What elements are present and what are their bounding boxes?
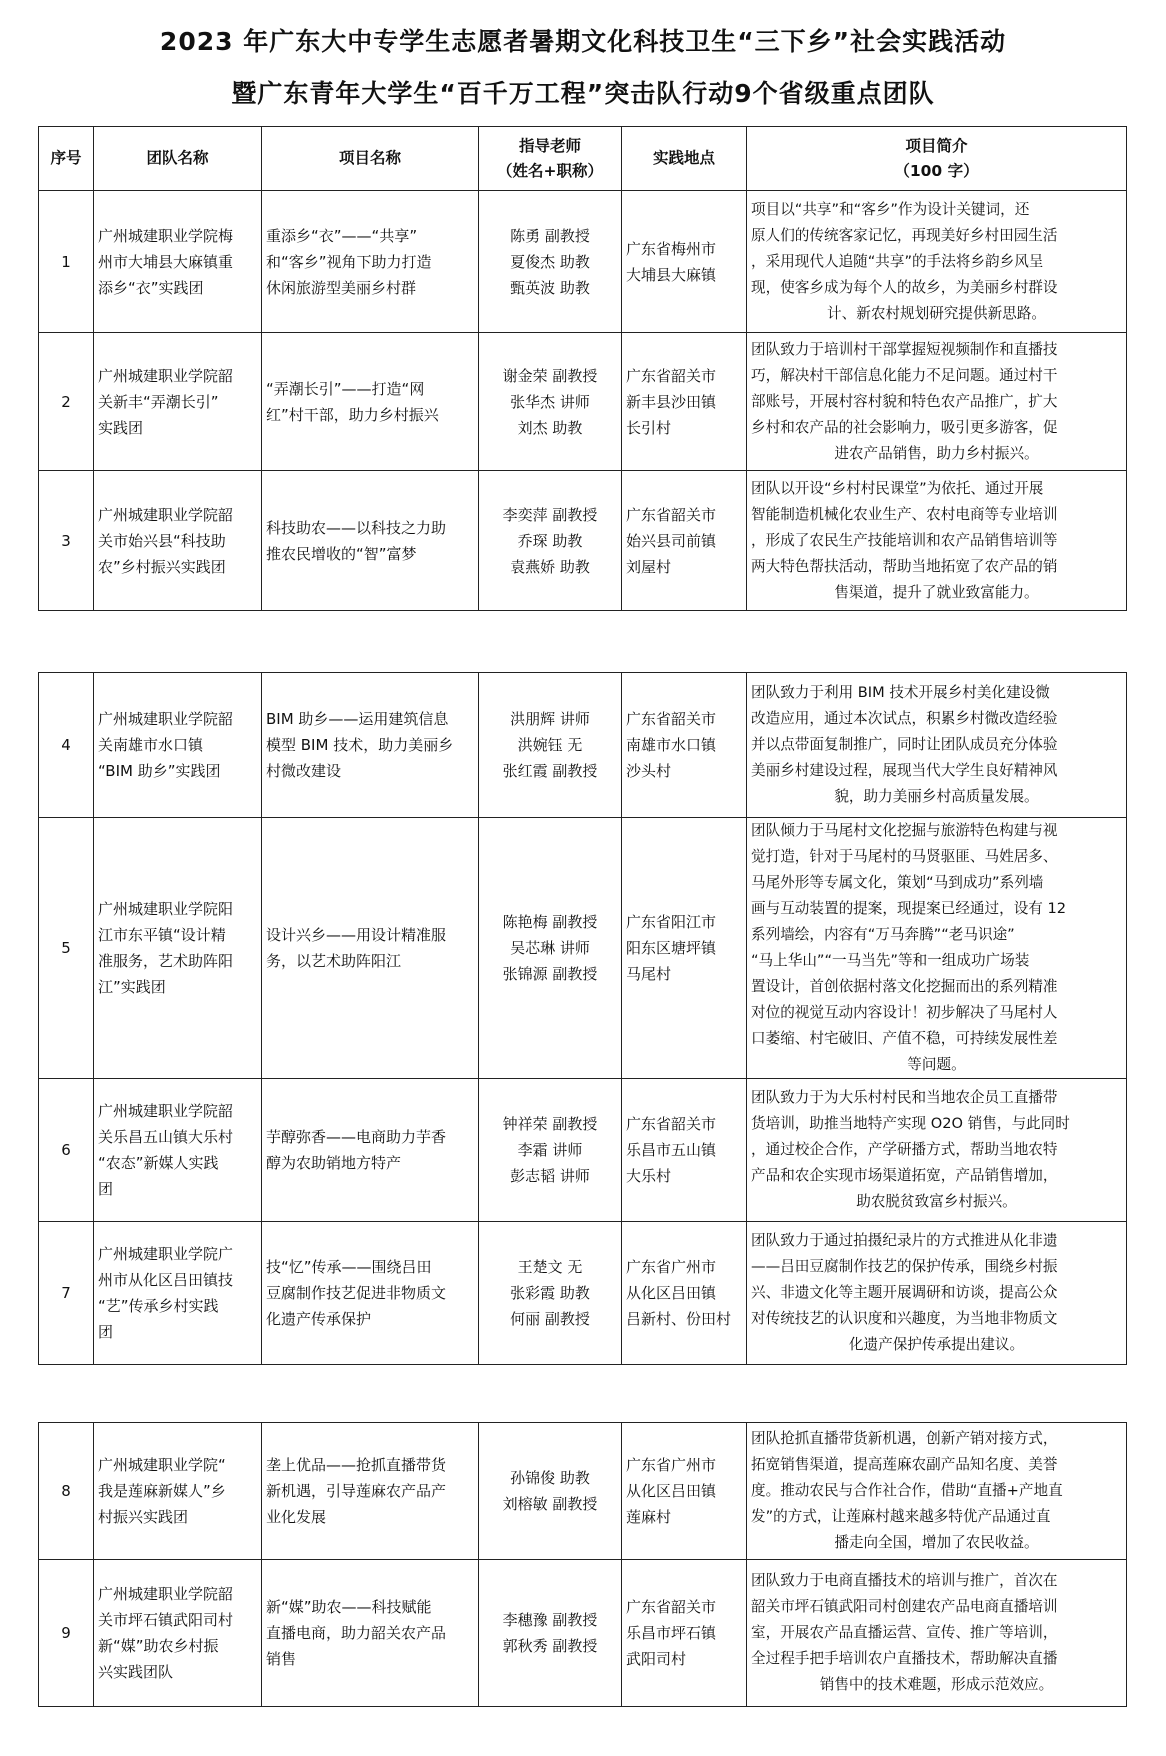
intro-line: ——吕田豆腐制作技艺的保护传承，围绕乡村振 — [751, 1258, 1058, 1275]
teacher-line: 王楚文 无 — [517, 1258, 583, 1276]
teachers-cell — [479, 191, 622, 333]
intro-line: 团队致力于培训村干部掌握短视频制作和直播技 — [751, 340, 1058, 358]
row-number: 3 — [39, 471, 94, 611]
intro-line: 团队抢抓直播带货新机遇，创新产销对接方式， — [751, 1430, 1058, 1447]
teacher-line: 张锦源 副教授 — [502, 965, 598, 983]
intro-line: ，通过校企合作，产学研播方式，帮助当地农特 — [751, 1141, 1058, 1158]
intro-line: 并以点带面复制推广，同时让团队成员充分体验 — [751, 736, 1058, 753]
teachers-cell — [479, 333, 622, 471]
row-number: 7 — [39, 1222, 94, 1365]
intro-line: 对位的视觉互动内容设计！初步解决了马尾村人 — [751, 1004, 1058, 1021]
row-number: 4 — [39, 673, 94, 818]
intro-line: 置设计，首创依据村落文化挖掘而出的系列精准 — [751, 978, 1058, 995]
project-name-line: 推农民增收的“智”富梦 — [266, 544, 417, 563]
teacher-line: 钟祥荣 副教授 — [502, 1115, 598, 1133]
teachers-cell — [479, 1560, 622, 1707]
team-name-line: 村振兴实践团 — [98, 1508, 189, 1526]
teacher-line: 夏俊杰 助教 — [510, 252, 590, 271]
project-name-line: 红”村干部，助力乡村振兴 — [266, 405, 439, 424]
intro-line: 系列墙绘，内容有“万马奔腾”“老马识途” — [751, 926, 1015, 943]
row-number: 6 — [39, 1079, 94, 1222]
teachers-cell — [479, 1079, 622, 1222]
intro-line: 团队致力于利用 BIM 技术开展乡村美化建设微 — [751, 684, 1050, 701]
project-intro-cell — [747, 818, 1127, 1079]
header-teacher-line2: （姓名+职称） — [497, 161, 603, 180]
location-cell — [622, 818, 747, 1079]
team-name-line: 新“媒”助农乡村振 — [98, 1637, 219, 1655]
intro-line: 发”的方式，让莲麻村越来越多特优产品通过直 — [751, 1508, 1051, 1525]
team-name-cell — [94, 471, 262, 611]
row-number: 9 — [39, 1560, 94, 1707]
team-name-line: 广州城建职业学院韶 — [98, 710, 234, 728]
team-name-line: 广州城建职业学院梅 — [98, 226, 234, 245]
teacher-line: 孙锦俊 助教 — [510, 1469, 590, 1487]
teacher-line: 乔琛 助教 — [517, 531, 583, 550]
page-title-line1: 2023 年广东大中专学生志愿者暑期文化科技卫生“三下乡”社会实践活动 — [159, 27, 1007, 56]
location-line: 马尾村 — [626, 965, 672, 983]
intro-line: 播走向全国，增加了农民收益。 — [834, 1534, 1039, 1551]
intro-line: 项目以“共享”和“客乡”作为设计关键词，还 — [751, 200, 1030, 218]
team-name-cell — [94, 673, 262, 818]
project-name-line: 重添乡“衣”——“共享” — [266, 226, 418, 245]
intro-line: 拓宽销售渠道，提高莲麻农副产品知名度、美誉 — [751, 1456, 1058, 1473]
table-row — [39, 818, 1127, 1079]
project-intro-cell — [747, 673, 1127, 818]
row-number: 1 — [39, 191, 94, 333]
team-name-line: 关新丰“弄潮长引” — [98, 392, 219, 411]
location-cell — [622, 1079, 747, 1222]
project-name-line: 直播电商，助力韶关农产品 — [266, 1624, 447, 1642]
teacher-line: 李霜 讲师 — [517, 1141, 583, 1159]
location-line: 长引村 — [626, 418, 672, 437]
location-line: 广东省广州市 — [626, 1258, 717, 1276]
team-name-line: 关南雄市水口镇 — [98, 736, 204, 754]
location-line: 广东省阳江市 — [626, 913, 717, 931]
location-line: 大乐村 — [626, 1167, 672, 1185]
location-line: 吕新村、份田村 — [626, 1310, 732, 1328]
team-name-line: 实践团 — [98, 418, 144, 437]
teacher-line: 张华杰 讲师 — [510, 392, 590, 411]
location-line: 从化区吕田镇 — [626, 1284, 717, 1302]
team-name-line: 州市大埔县大麻镇重 — [98, 252, 234, 271]
table-row — [39, 1079, 1127, 1222]
intro-line: 室，开展农产品直播运营、宣传、推广等培训， — [751, 1624, 1058, 1641]
project-intro-cell — [747, 1079, 1127, 1222]
project-name-line: 销售 — [266, 1650, 297, 1668]
team-name-line: 广州城建职业学院“ — [98, 1456, 226, 1474]
project-name-line: 豆腐制作技艺促进非物质文 — [266, 1284, 447, 1302]
team-name-cell — [94, 1079, 262, 1222]
project-name-line: 新“媒”助农——科技赋能 — [266, 1598, 432, 1616]
intro-line: 团队致力于通过拍摄纪录片的方式推进从化非遗 — [751, 1232, 1058, 1249]
header-teacher-line1: 指导老师 — [518, 136, 581, 155]
teams-table-section-3 — [38, 1422, 1127, 1707]
table-row — [39, 471, 1127, 611]
teams-table-section-2 — [38, 672, 1127, 1365]
row-number: 8 — [39, 1423, 94, 1560]
intro-line: 全过程手把手培训农户直播技术，帮助解决直播 — [751, 1650, 1058, 1667]
table-header-row — [39, 127, 1127, 191]
intro-line: 原人们的传统客家记忆，再现美好乡村田园生活 — [751, 226, 1058, 244]
intro-line: “马上华山”“一马当先”等和一组成功广场装 — [751, 952, 1030, 969]
project-name-line: 模型 BIM 技术，助力美丽乡 — [266, 736, 454, 754]
location-line: 乐昌市五山镇 — [626, 1141, 717, 1159]
intro-line: ，采用现代人追随“共享”的手法将乡韵乡风呈 — [751, 252, 1044, 270]
location-line: 广东省韶关市 — [626, 1598, 717, 1616]
team-name-cell — [94, 191, 262, 333]
intro-line: 化遗产保护传承提出建议。 — [848, 1336, 1025, 1353]
project-name-line: 业化发展 — [266, 1508, 327, 1526]
project-name-line: 和“客乡”视角下助力打造 — [266, 252, 432, 271]
header-intro — [747, 127, 1127, 191]
location-cell — [622, 333, 747, 471]
location-line: 阳东区塘坪镇 — [626, 939, 717, 957]
intro-line: 兴、非遗文化等主题开展调研和访谈，提高公众 — [751, 1284, 1058, 1301]
intro-line: 产品和农企实现市场渠道拓宽，产品销售增加， — [751, 1167, 1058, 1184]
project-name-line: 科技助农——以科技之力助 — [266, 518, 447, 537]
teacher-line: 张红霞 副教授 — [502, 762, 598, 780]
team-name-cell — [94, 1222, 262, 1365]
intro-line: 乡村和农产品的社会影响力，吸引更多游客，促 — [751, 418, 1058, 436]
project-name-line: 醇为农助销地方特产 — [266, 1154, 402, 1172]
team-name-line: 广州城建职业学院韶 — [98, 1102, 234, 1120]
project-name-cell — [262, 1423, 479, 1560]
location-cell — [622, 1423, 747, 1560]
intro-line: 口萎缩、村宅破旧、产值不稳，可持续发展性差 — [751, 1030, 1058, 1047]
intro-line: 销售中的技术难题，形成示范效应。 — [819, 1676, 1054, 1693]
intro-line: 度。推动农民与合作社合作，借助“直播+产地直 — [751, 1482, 1063, 1499]
location-line: 沙头村 — [626, 762, 672, 780]
teams-table-section-1 — [38, 126, 1127, 611]
location-line: 广东省韶关市 — [626, 710, 717, 728]
intro-line: 等问题。 — [907, 1056, 966, 1073]
intro-line: 团队致力于为大乐村村民和当地农企员工直播带 — [751, 1089, 1058, 1106]
project-name-line: BIM 助乡——运用建筑信息 — [266, 710, 449, 728]
intro-line: 现，使客乡成为每个人的故乡，为美丽乡村群设 — [751, 278, 1058, 296]
project-name-line: 设计兴乡——用设计精准服 — [266, 926, 447, 944]
team-name-line: 团 — [98, 1323, 114, 1341]
teacher-line: 陈艳梅 副教授 — [502, 913, 598, 931]
project-name-line: 芋醇弥香——电商助力芋香 — [266, 1128, 447, 1146]
header-intro-line2: （100 字） — [894, 161, 979, 180]
intro-line: ，形成了农民生产技能培训和农产品销售培训等 — [751, 531, 1058, 549]
team-name-line: 添乡“衣”实践团 — [98, 278, 204, 297]
team-name-line: 我是莲麻新媒人”乡 — [98, 1482, 226, 1500]
team-name-line: 州市从化区吕田镇技 — [98, 1271, 234, 1289]
location-cell — [622, 1560, 747, 1707]
team-name-line: 江”实践团 — [98, 978, 166, 996]
teacher-line: 袁燕娇 助教 — [510, 557, 590, 576]
location-line: 广东省韶关市 — [626, 1115, 717, 1133]
team-name-cell — [94, 1423, 262, 1560]
project-name-cell — [262, 1079, 479, 1222]
project-name-line: 休闲旅游型美丽乡村群 — [266, 278, 417, 297]
intro-line: 对传统技艺的认识度和兴趣度，为当地非物质文 — [751, 1310, 1058, 1327]
project-name-cell — [262, 191, 479, 333]
teacher-line: 洪朋辉 讲师 — [510, 710, 590, 728]
table-row — [39, 1560, 1127, 1707]
project-intro-cell — [747, 1560, 1127, 1707]
table-row — [39, 1423, 1127, 1560]
teacher-line: 张彩霞 助教 — [510, 1284, 590, 1302]
location-line: 大埔县大麻镇 — [626, 265, 717, 284]
teacher-line: 郭秋秀 副教授 — [502, 1637, 598, 1655]
teachers-cell — [479, 1423, 622, 1560]
project-name-cell — [262, 673, 479, 818]
teacher-line: 甄英波 助教 — [510, 278, 590, 297]
team-name-line: 广州城建职业学院阳 — [98, 900, 234, 918]
location-cell — [622, 1222, 747, 1365]
intro-line: 韶关市坪石镇武阳司村创建农产品电商直播培训 — [751, 1598, 1058, 1615]
location-line: 新丰县沙田镇 — [626, 392, 717, 411]
intro-line: 团队致力于电商直播技术的培训与推广，首次在 — [751, 1572, 1058, 1589]
teacher-line: 李奕萍 副教授 — [502, 505, 598, 524]
teacher-line: 刘榕敏 副教授 — [502, 1495, 598, 1513]
row-number: 5 — [39, 818, 94, 1079]
row-number: 2 — [39, 333, 94, 471]
location-cell — [622, 673, 747, 818]
team-name-line: “艺”传承乡村实践 — [98, 1297, 219, 1315]
team-name-line: 江市东平镇“设计精 — [98, 926, 226, 944]
teachers-cell — [479, 673, 622, 818]
location-line: 从化区吕田镇 — [626, 1482, 717, 1500]
project-name-line: 垄上优品——抢抓直播带货 — [266, 1456, 447, 1474]
project-name-cell — [262, 818, 479, 1079]
teacher-line: 彭志韬 讲师 — [510, 1167, 590, 1185]
header-teacher — [479, 127, 622, 191]
team-name-line: 关市坪石镇武阳司村 — [98, 1611, 234, 1629]
location-cell — [622, 191, 747, 333]
teacher-line: 洪婉钰 无 — [517, 736, 583, 754]
team-name-line: 广州城建职业学院韶 — [98, 1585, 234, 1603]
intro-line: 智能制造机械化农业生产、农村电商等专业培训 — [751, 505, 1058, 523]
project-name-cell — [262, 471, 479, 611]
project-name-cell — [262, 333, 479, 471]
table-row — [39, 333, 1127, 471]
intro-line: 巧，解决村干部信息化能力不足问题。通过村干 — [751, 366, 1058, 384]
project-name-line: 技“忆”传承——围绕吕田 — [266, 1258, 432, 1276]
intro-line: 马尾外形等专属文化，策划“马到成功”系列墙 — [751, 874, 1044, 891]
intro-line: 团队以开设“乡村村民课堂”为依托、通过开展 — [751, 479, 1044, 497]
header-project: 项目名称 — [262, 127, 479, 191]
team-name-cell — [94, 333, 262, 471]
team-name-line: “BIM 助乡”实践团 — [98, 762, 221, 780]
header-intro-line1: 项目简介 — [905, 136, 968, 155]
header-team: 团队名称 — [94, 127, 262, 191]
intro-line: 助农脱贫致富乡村振兴。 — [856, 1193, 1017, 1210]
header-num: 序号 — [39, 127, 94, 191]
project-intro-cell — [747, 1222, 1127, 1365]
project-name-line: 化遗产传承保护 — [266, 1310, 372, 1328]
team-name-line: 广州城建职业学院韶 — [98, 366, 234, 385]
project-name-line: 新机遇，引导莲麻农产品产 — [266, 1482, 447, 1500]
location-line: 南雄市水口镇 — [626, 736, 717, 754]
team-name-line: 团 — [98, 1180, 114, 1198]
project-name-cell — [262, 1222, 479, 1365]
intro-line: 团队倾力于马尾村文化挖掘与旅游特色构建与视 — [751, 822, 1058, 839]
intro-line: 部账号，开展村容村貌和特色农产品推广，扩大 — [751, 392, 1058, 410]
table-row — [39, 1222, 1127, 1365]
location-cell — [622, 471, 747, 611]
intro-line: 货培训，助推当地特产实现 O2O 销售，与此同时 — [751, 1115, 1070, 1132]
intro-line: 觉打造，针对于马尾村的马贤驱匪、马姓居多、 — [751, 848, 1058, 865]
location-line: 刘屋村 — [626, 557, 672, 576]
intro-line: 两大特色帮扶活动，帮助当地拓宽了农产品的销 — [751, 557, 1058, 575]
header-place: 实践地点 — [622, 127, 747, 191]
table-row — [39, 673, 1127, 818]
project-name-cell — [262, 1560, 479, 1707]
team-name-cell — [94, 1560, 262, 1707]
intro-line: 美丽乡村建设过程，展现当代大学生良好精神风 — [751, 762, 1058, 779]
intro-line: 计、新农村规划研究提供新思路。 — [827, 304, 1046, 322]
project-intro-cell — [747, 471, 1127, 611]
location-line: 莲麻村 — [626, 1508, 672, 1526]
team-name-cell — [94, 818, 262, 1079]
location-line: 广东省广州市 — [626, 1456, 717, 1474]
team-name-line: 准服务，艺术助阵阳 — [98, 952, 234, 970]
location-line: 始兴县司前镇 — [626, 531, 717, 550]
intro-line: 改造应用，通过本次试点，积累乡村微改造经验 — [751, 710, 1058, 727]
team-name-line: 关乐昌五山镇大乐村 — [98, 1128, 234, 1146]
intro-line: 画与互动装置的提案，现提案已经通过，设有 12 — [751, 900, 1067, 917]
location-line: 广东省韶关市 — [626, 366, 717, 385]
project-name-line: 务，以艺术助阵阳江 — [266, 952, 402, 970]
teacher-line: 谢金荣 副教授 — [502, 366, 598, 385]
teachers-cell — [479, 471, 622, 611]
teacher-line: 吴芯琳 讲师 — [510, 939, 590, 957]
team-name-line: 兴实践团队 — [98, 1663, 174, 1681]
team-name-line: “农态”新媒人实践 — [98, 1154, 219, 1172]
project-name-line: “弄潮长引”——打造“网 — [266, 379, 425, 398]
team-name-line: 农”乡村振兴实践团 — [98, 557, 226, 576]
intro-line: 进农产品销售，助力乡村振兴。 — [834, 444, 1039, 462]
project-intro-cell — [747, 191, 1127, 333]
location-line: 武阳司村 — [626, 1650, 687, 1668]
teacher-line: 陈勇 副教授 — [510, 226, 590, 245]
team-name-line: 广州城建职业学院韶 — [98, 505, 234, 524]
teacher-line: 何丽 副教授 — [510, 1310, 590, 1328]
intro-line: 貌，助力美丽乡村高质量发展。 — [834, 788, 1039, 805]
project-intro-cell — [747, 333, 1127, 471]
team-name-line: 广州城建职业学院广 — [98, 1245, 234, 1263]
teachers-cell — [479, 818, 622, 1079]
project-name-line: 村微改建设 — [266, 762, 342, 780]
page-title-line2: 暨广东青年大学生“百千万工程”突击队行动9个省级重点团队 — [231, 79, 935, 108]
table-row — [39, 191, 1127, 333]
teachers-cell — [479, 1222, 622, 1365]
intro-line: 售渠道，提升了就业致富能力。 — [834, 583, 1039, 601]
location-line: 广东省韶关市 — [626, 505, 717, 524]
project-intro-cell — [747, 1423, 1127, 1560]
teacher-line: 刘杰 助教 — [517, 418, 583, 437]
team-name-line: 关市始兴县“科技助 — [98, 531, 226, 550]
location-line: 乐昌市坪石镇 — [626, 1624, 717, 1642]
teacher-line: 李穗豫 副教授 — [502, 1611, 598, 1629]
location-line: 广东省梅州市 — [626, 239, 717, 258]
